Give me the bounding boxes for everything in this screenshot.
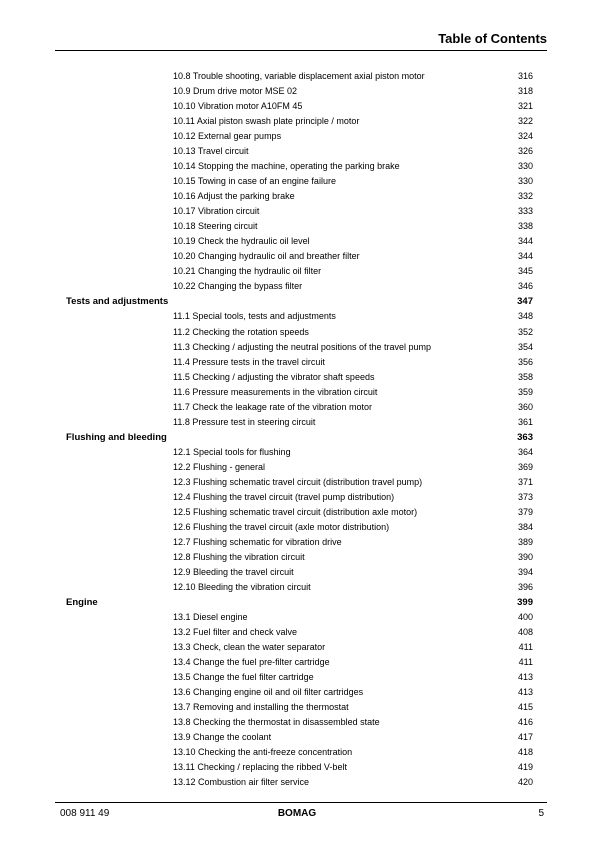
toc-page-number: 332 [517,191,533,202]
toc-page-number: 384 [517,521,533,532]
toc-entry-title: 10.14 Stopping the machine, operating the parking brake [173,161,400,172]
toc-entry-row[interactable] [0,99,594,114]
toc-entry-row[interactable] [0,204,594,219]
toc-entry-title: 12.5 Flushing schematic travel circuit (distribution axle motor) [173,506,418,517]
toc-page-number: 420 [517,777,533,788]
document-number: 008 911 49 [60,808,110,819]
toc-entry-title: 13.1 Diesel engine [173,612,248,623]
toc-page-number: 352 [517,326,533,337]
toc-entry-title: 13.6 Changing engine oil and oil filter cartridges [173,687,364,698]
toc-entry-row[interactable] [0,340,594,355]
toc-page-number: 389 [517,536,533,547]
toc-page-number: 358 [517,371,533,382]
toc-page-number: 364 [517,446,533,457]
toc-entry-title: 12.4 Flushing the travel circuit (travel pump distribution) [173,491,395,502]
toc-page-number: 363 [517,431,533,443]
toc-entry-title: 10.16 Adjust the parking brake [173,191,295,202]
toc-section-title: Flushing and bleeding [66,431,167,443]
toc-entry-row[interactable] [0,505,594,520]
toc-entry-title: 10.10 Vibration motor A10FM 45 [173,101,303,112]
toc-entry-title: 10.15 Towing in case of an engine failure [173,176,336,187]
toc-entry-title: 10.12 External gear pumps [173,131,282,142]
toc-entry-row[interactable] [0,490,594,505]
toc-section-row[interactable] [0,294,594,309]
toc-page-number: 361 [517,416,533,427]
toc-entry-row[interactable] [0,775,594,790]
toc-entry-row[interactable] [0,355,594,370]
toc-page-number: 321 [517,101,533,112]
toc-page-number: 344 [517,251,533,262]
toc-page-number: 379 [517,506,533,517]
toc-entry-row[interactable] [0,655,594,670]
toc-page-number: 369 [517,461,533,472]
toc-page-number: 324 [517,131,533,142]
toc-entry-title: 13.7 Removing and installing the thermostat [173,702,349,713]
toc-entry-title: 10.22 Changing the bypass filter [173,281,303,292]
toc-page-number: 394 [517,566,533,577]
toc-entry-row[interactable] [0,715,594,730]
toc-entry-row[interactable] [0,475,594,490]
toc-page-number: 348 [517,311,533,322]
toc-entry-row[interactable] [0,550,594,565]
toc-entry-row[interactable] [0,700,594,715]
toc-entry-title: 10.19 Check the hydraulic oil level [173,236,310,247]
toc-entry-title: 13.10 Checking the anti-freeze concentration [173,747,353,758]
toc-page-number: 373 [517,491,533,502]
toc-entry-row[interactable] [0,264,594,279]
toc-entry-row[interactable] [0,745,594,760]
toc-page-number: 411 [518,642,533,653]
toc-section-row[interactable] [0,595,594,610]
toc-entry-title: 13.5 Change the fuel filter cartridge [173,672,314,683]
toc-entry-title: 13.8 Checking the thermostat in disassembled state [173,717,380,728]
toc-entry-row[interactable] [0,144,594,159]
toc-entry-row[interactable] [0,730,594,745]
toc-page-number: 419 [517,762,533,773]
toc-page-number: 345 [517,266,533,277]
toc-page-number: 413 [517,672,533,683]
toc-entry-title: 10.18 Steering circuit [173,221,258,232]
toc-entry-title: 13.2 Fuel filter and check valve [173,627,298,638]
toc-entry-title: 11.3 Checking / adjusting the neutral positions of the travel pump [173,341,431,352]
toc-entry-row[interactable] [0,625,594,640]
toc-page-number: 346 [517,281,533,292]
toc-entry-title: 13.4 Change the fuel pre-filter cartridge [173,657,330,668]
toc-section-title: Tests and adjustments [66,296,169,308]
toc-entry-row[interactable] [0,520,594,535]
toc-page-number: 413 [517,687,533,698]
toc-entry-title: 12.8 Flushing the vibration circuit [173,551,305,562]
toc-entry-row[interactable] [0,445,594,460]
toc-entry-row[interactable] [0,279,594,294]
toc-entry-title: 13.9 Change the coolant [173,732,272,743]
toc-entry-row[interactable] [0,610,594,625]
toc-entry-row[interactable] [0,114,594,129]
toc-entry-row[interactable] [0,670,594,685]
toc-section-title: Engine [66,597,98,609]
toc-page-number: 330 [517,176,533,187]
toc-page-number: 354 [517,341,533,352]
toc-entry-title: 13.3 Check, clean the water separator [173,642,326,653]
toc-page-number: 333 [517,206,533,217]
toc-entry-row[interactable] [0,309,594,324]
toc-entry-row[interactable] [0,760,594,775]
toc-entry-row[interactable] [0,84,594,99]
toc-entry-row[interactable] [0,460,594,475]
toc-page-number: 316 [517,71,533,81]
toc-page-number: 326 [517,146,533,157]
toc-page-number: 322 [517,116,533,127]
toc-page-number: 418 [517,747,533,758]
toc-entry-title: 11.7 Check the leakage rate of the vibration motor [173,401,372,412]
page-number: 5 [538,808,544,819]
toc-entry-row[interactable] [0,385,594,400]
toc-entry-title: 12.10 Bleeding the vibration circuit [173,582,311,593]
toc-page-number: 415 [517,702,533,713]
toc-entry-title: 11.2 Checking the rotation speeds [173,326,309,337]
toc-page-number: 390 [517,551,533,562]
toc-page-number: 399 [517,597,533,609]
toc-entry-title: 10.11 Axial piston swash plate principle / motor [173,116,360,127]
toc-entry-title: 11.6 Pressure measurements in the vibration circuit [173,386,378,397]
toc-entry-title: 13.12 Combustion air filter service [173,777,310,788]
toc-page-number: 411 [518,657,533,668]
toc-entry-row[interactable] [0,219,594,234]
toc-page-number: 408 [517,627,533,638]
toc-entry-title: 10.21 Changing the hydraulic oil filter [173,266,322,277]
toc-page-number: 400 [517,612,533,623]
toc-entry-row[interactable] [0,234,594,249]
toc-entry-title: 10.20 Changing hydraulic oil and breather filter [173,251,360,262]
toc-entry-title: 11.4 Pressure tests in the travel circuit [173,356,325,367]
toc-entry-title: 12.7 Flushing schematic for vibration drive [173,536,342,547]
toc-entry-row[interactable] [0,174,594,189]
toc-entry-row[interactable] [0,400,594,415]
toc-entry-title: 10.9 Drum drive motor MSE 02 [173,86,298,97]
toc-section-row[interactable] [0,430,594,445]
toc-entry-row[interactable] [0,565,594,580]
toc-page-number: 396 [517,582,533,593]
toc-entry-row[interactable] [0,325,594,340]
toc-entry-row[interactable] [0,535,594,550]
toc-page-number: 416 [517,717,533,728]
toc-entry-title: 12.1 Special tools for flushing [173,446,291,457]
toc-page-number: 359 [517,386,533,397]
toc-page-number: 347 [517,296,533,308]
toc-page-number: 338 [517,221,533,232]
toc-entry-row[interactable] [0,640,594,655]
toc-entry-row[interactable] [0,685,594,700]
toc-entry-row[interactable] [0,69,594,84]
toc-entry-row[interactable] [0,159,594,174]
brand-name: BOMAG [277,808,317,819]
toc-page-number: 417 [517,732,533,743]
toc-entry-row[interactable] [0,129,594,144]
toc-entry-title: 12.2 Flushing - general [173,461,266,472]
toc-page-number: 330 [517,161,533,172]
toc-entry-title: 13.11 Checking / replacing the ribbed V-belt [173,762,347,773]
toc-entry-row[interactable] [0,189,594,204]
toc-page-number: 360 [517,401,533,412]
toc-entry-row[interactable] [0,415,594,430]
toc-entry-title: 10.13 Travel circuit [173,146,249,157]
toc-entry-title: 12.6 Flushing the travel circuit (axle motor distribution) [173,521,390,532]
toc-entry-row[interactable] [0,249,594,264]
toc-entry-title: 12.3 Flushing schematic travel circuit (distribution travel pump) [173,476,423,487]
toc-entry-row[interactable] [0,370,594,385]
toc-page-number: 344 [517,236,533,247]
footer-divider [55,802,547,803]
toc-page-number: 356 [517,356,533,367]
toc-entry-title: 11.5 Checking / adjusting the vibrator shaft speeds [173,371,375,382]
toc-entry-title: 12.9 Bleeding the travel circuit [173,566,294,577]
toc-entry-title: 10.8 Trouble shooting, variable displacement axial piston motor [173,71,425,81]
toc-entry-title: 10.17 Vibration circuit [173,206,260,217]
toc-entry-title: 11.1 Special tools, tests and adjustments [173,311,336,322]
toc-entry-row[interactable] [0,580,594,595]
toc-page-number: 371 [517,476,533,487]
toc-page-number: 318 [517,86,533,97]
toc-entry-title: 11.8 Pressure test in steering circuit [173,416,316,427]
page-title: Table of Contents [438,31,547,46]
